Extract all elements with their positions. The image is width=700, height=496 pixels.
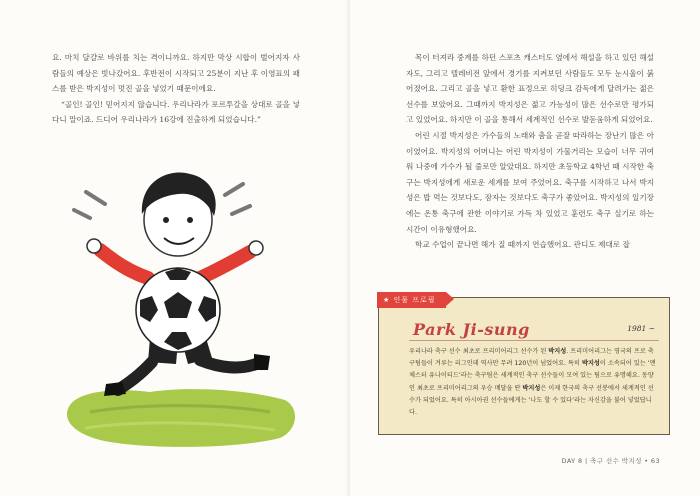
profile-desc-highlight: 박지성 [581, 360, 600, 368]
profile-description [409, 346, 659, 419]
grass-patch [67, 389, 295, 447]
profile-divider [409, 340, 659, 341]
profile-desc-part: 우리나라 축구 선수 최초로 프리미어리그 선수가 된 [409, 348, 549, 355]
profile-desc-part: 은 이제 한국의 축구 선봉에서 세계적인 선수가 되었어요. 특히 아시아권 선수들에게는 ‘나도 할 수 있다’라는 자신감을 불어 넣었답니다. [409, 384, 654, 417]
profile-desc-highlight: 박지성 [522, 384, 541, 392]
profile-tag-label: 인물 프로필 [393, 296, 436, 304]
profile-tag: ★ 인물 프로필 [377, 292, 446, 308]
soccer-player-illustration [60, 150, 310, 450]
profile-year: 1981 ~ [627, 324, 655, 333]
profile-box [378, 297, 670, 435]
page-footer: DAY 8 | 축구 선수 박지성 • 63 [561, 457, 660, 465]
left-body-text [52, 50, 300, 128]
right-paragraph-2: 어린 시절 박지성은 가수들의 노래와 춤을 곧잘 따라하는 장난기 많은 아이였어요. 박지성의 어머니는 어린 박지성이 가물거리는 모습이 너무 귀여워 나중에 가수가 될 줄로만 알았대요. 하지만 초등학교 4학년 때 시작한 축구는 박지성에게 새로운 세계를 보여 주었어요. 축구를 시작하고 나서 박지성은 밥 먹는 것보다도, 잠자는 것보다도 축구가 좋았어요. 박지성의 일기장에는 온통 축구에 관한 이야기로 가득 차 있었고 훈련도 축구 실기로 하는 시간이 이유형했어요. [406, 130, 654, 234]
profile-desc-part: . 프리미어리그는 영국의 프로 축구팀들이 겨루는 리그인데 역사만 무려 120년이 넘었어요. 특히 [409, 348, 654, 368]
right-paragraph-3: 학교 수업이 끝나면 해가 질 때까지 연습했어요. 관디도 제대로 잡 [415, 240, 630, 250]
right-paragraph-1: 목이 터져라 중계를 하던 스포츠 캐스터도 옆에서 해설을 하고 있던 해설자도, 그리고 텔레비전 앞에서 경기를 지켜보던 사람들도 모두 눈시울이 붉어졌어요. 그리고 골을 넣고 환한 표정으로 히딩크 감독에게 달려가는 젊은 선수를 보았어요. 그때까지 박지성은 젊고 가능성이 많은 선수로만 평가되고 있었어요. 하지만 이 골을 통해서 세계적인 선수로 발돋움하게 되었어요. [406, 53, 654, 125]
profile-name: Park Ji-sung [413, 320, 530, 339]
left-paragraph-1: 요. 마치 달걀로 바위를 치는 격이니까요. 하지만 막상 시합이 벌어지자 사람들의 예상은 빗나갔어요. 후반전이 시작되고 25분이 지난 후 이영표의 패스를 받은 박지성이 멋진 골을 넣었기 때문이에요. [52, 53, 300, 94]
right-body-text [406, 50, 654, 253]
left-paragraph-2: “골인! 골인! 믿어지지 않습니다. 우리나라가 포르투갈을 상대로 골을 넣다니 말이죠. 드디어 우리나라가 16강에 진출하게 되었습니다.” [52, 99, 300, 125]
profile-desc-part: 이 소속되어 있는 ‘맨체스터 유나이티드’라는 축구팀은 세계적인 축구 선수들이 모여 있는 팀으로 유명해요. 동양인 최초로 프리미어리그의 우승 메달을 딴 [409, 360, 656, 392]
profile-desc-highlight: 박지성 [548, 348, 567, 355]
